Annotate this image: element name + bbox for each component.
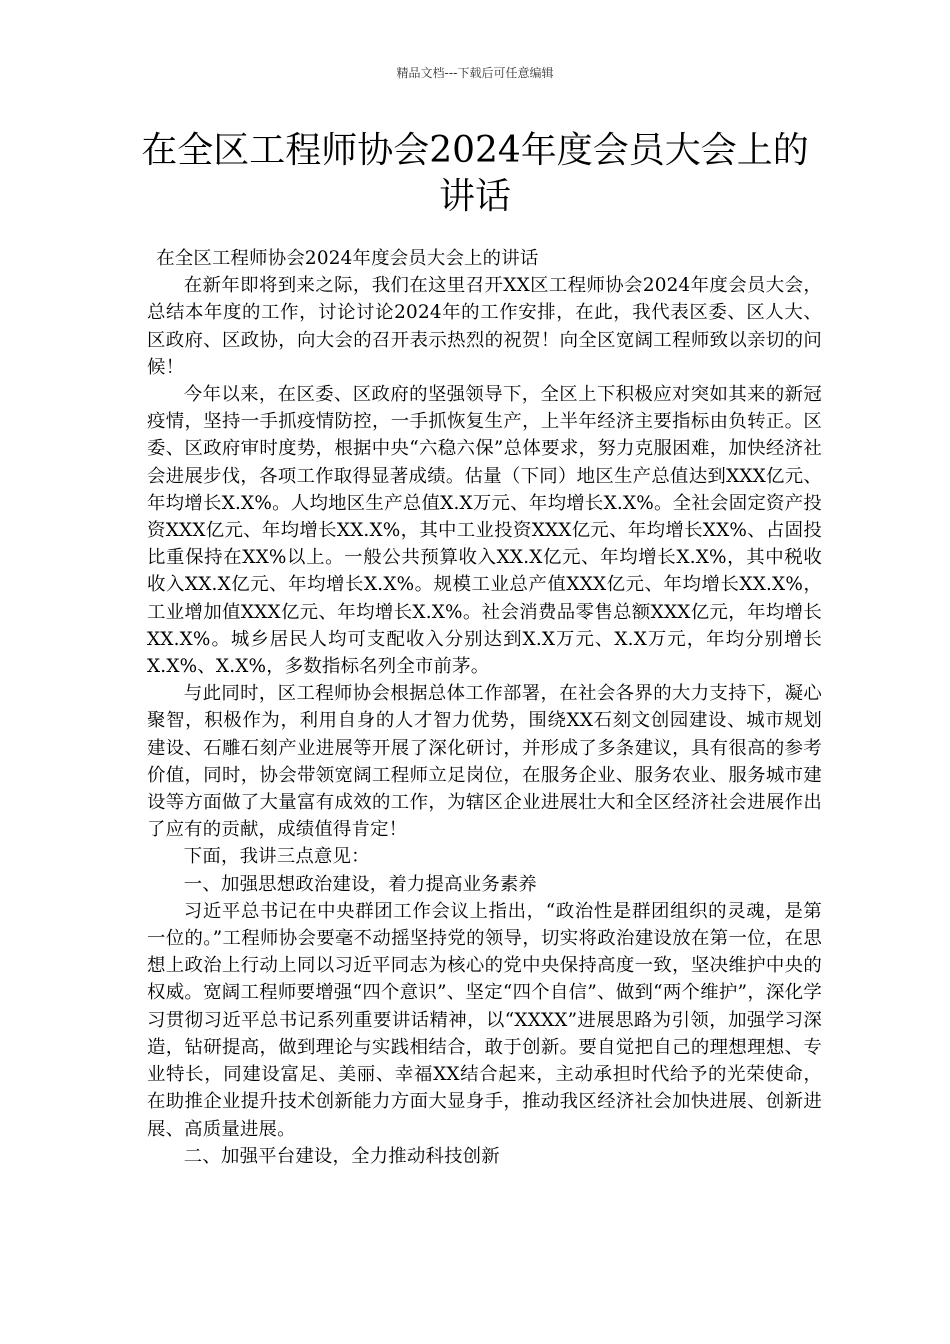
- document-body: [147, 245, 822, 1170]
- paragraph-association-work: 与此同时，区工程师协会根据总体工作部署，在社会各界的大力支持下，凝心聚智，积极作为，利用自身的人才智力优势，围绕XX石刻文创园建设、城市规划建设、石雕石刻产业进展等开展了深化研讨，并形成了多条建议，具有很高的参考价值，同时，协会带领宽阔工程师立足岗位，在服务企业、服务农业、服务城市建设等方面做了大量富有成效的工作，为辖区企业进展壮大和全区经济社会进展作出了应有的贡献，成绩值得肯定！: [147, 683, 822, 841]
- paragraph-opening: 在新年即将到来之际，我们在这里召开XX区工程师协会2024年度会员大会，总结本年度的工作，讨论讨论2024年的工作安排，在此，我代表区委、区人大、区政府、区政协，向大会的召开表示热烈的祝贺！向全区宽阔工程师致以亲切的问候！: [147, 275, 822, 378]
- document-title-line-2: 讲话: [438, 176, 511, 217]
- section-heading-1: 一、加强思想政治建设，着力提高业务素养: [183, 873, 538, 895]
- document-title-line-1: 在全区工程师协会2024年度会员大会上的: [141, 130, 809, 171]
- document-title: [130, 128, 820, 220]
- paragraph-economic-results: 今年以来，在区委、区政府的坚强领导下，全区上下积极应对突如其来的新冠疫情，坚持一手抓疫情防控，一手抓恢复生产，上半年经济主要指标由负转正。区委、区政府审时度势，根据中央“六稳六保”总体要求，努力克服困难，加快经济社会进展步伐，各项工作取得显著成绩。估量（下同）地区生产总值达到XXX亿元、年均增长X.X%。人均地区生产总值X.X万元、年均增长X.X%。全社会固定资产投资XXX亿元、年均增长XX.X%，其中工业投资XXX亿元、年均增长XX%、占固投比重保持在XX%以上。一般公共预算收入XX.X亿元、年均增长X.X%，其中税收收入XX.X亿元、年均增长X.X%。规模工业总产值XXX亿元、年均增长XX.X%，工业增加值XXX亿元、年均增长X.X%。社会消费品零售总额XXX亿元，年均增长XX.X%。城乡居民人均可支配收入分别达到X.X万元、X.X万元，年均分别增长X.X%、X.X%，多数指标名列全市前茅。: [147, 384, 822, 678]
- page-header-note: 精品文档---下载后可任意编辑: [396, 66, 554, 80]
- paragraph-transition: 下面，我讲三点意见：: [183, 846, 370, 868]
- document-subtitle: 在全区工程师协会2024年度会员大会上的讲话: [156, 248, 539, 269]
- paragraph-political-building: 习近平总书记在中央群团工作会议上指出，“政治性是群团组织的灵魂，是第一位的。”工程师协会要毫不动摇坚持党的领导，切实将政治建设放在第一位，在思想上政治上行动上同以习近平同志为核心的党中央保持高度一致，坚决维护中央的权威。宽阔工程师要增强“四个意识”、坚定“四个自信”、做到“两个维护”，深化学习贯彻习近平总书记系列重要讲话精神，以“XXXX”进展思路为引领，加强学习深造，钻研提高，做到理论与实践相结合，敢于创新。要自觉把自己的理想理想、专业特长，同建设富足、美丽、幸福XX结合起来，主动承担时代给予的光荣使命，在助推企业提升技术创新能力方面大显身手，推动我区经济社会加快进展、创新进展、高质量进展。: [147, 900, 822, 1140]
- section-heading-2: 二、加强平台建设，全力推动科技创新: [183, 1145, 500, 1167]
